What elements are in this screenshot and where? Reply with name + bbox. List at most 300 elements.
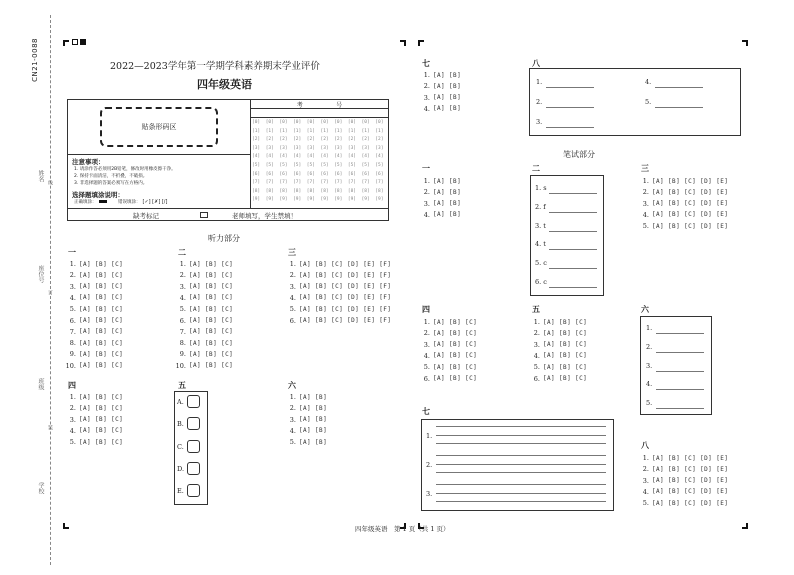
written-s4-row xyxy=(418,318,477,326)
listening-s2-row xyxy=(174,260,233,268)
listening-s4-row xyxy=(64,404,123,412)
option-bubbles[interactable]: [A] [B] [C] xyxy=(79,317,124,324)
exam-no-bubble[interactable]: [6] xyxy=(320,171,329,177)
option-bubbles[interactable]: [A] [B] [C] xyxy=(189,317,234,324)
answer-line[interactable] xyxy=(436,472,606,473)
exam-no-bubble[interactable]: [1] xyxy=(361,128,370,134)
exam-no-bubble[interactable]: [4] xyxy=(320,154,329,160)
listening-s1-row xyxy=(64,362,123,370)
exam-no-bubble[interactable]: [4] xyxy=(375,154,384,160)
question-number: 5. xyxy=(642,222,649,231)
question-number: 3. xyxy=(642,476,649,485)
answer-blank[interactable] xyxy=(546,87,594,88)
exam-no-bubble[interactable]: [1] xyxy=(293,128,302,134)
answer-blank[interactable] xyxy=(546,127,594,128)
exam-no-bubble[interactable]: [9] xyxy=(347,197,357,203)
answer-blank[interactable] xyxy=(549,249,597,250)
exam-no-bubble[interactable]: [0] xyxy=(293,120,302,125)
listening-s4-row xyxy=(64,416,123,424)
exam-no-bubble[interactable]: [6] xyxy=(265,171,274,177)
question-number: 1. xyxy=(533,318,540,326)
fill-title: 选择题填涂说明： xyxy=(72,191,124,199)
option-bubbles[interactable]: [A] [B] [C] xyxy=(543,352,588,360)
exam-no-bubble[interactable]: [8] xyxy=(375,188,384,194)
option-bubbles[interactable]: [A] [B] [C] xyxy=(189,362,234,370)
question-number: 4. xyxy=(533,351,540,360)
exam-no-bubble[interactable]: [3] xyxy=(334,145,343,151)
written-s5-label: 五 xyxy=(532,305,540,314)
answer-blank[interactable] xyxy=(549,193,597,194)
option-bubbles[interactable]: [A] [B] [C] xyxy=(79,271,124,279)
exam-no-bubble[interactable]: [6] xyxy=(252,171,261,177)
question-number: 2. xyxy=(69,404,76,413)
written-s1-row xyxy=(418,188,461,196)
exam-no-bubble[interactable]: [9] xyxy=(265,197,274,203)
listening-title: 听力部分 xyxy=(208,234,240,243)
option-bubbles[interactable]: [A] [B] [C] [D] [E] xyxy=(652,200,729,208)
exam-no-bubble[interactable]: [1] xyxy=(265,128,274,134)
exam-no-bubble[interactable]: [9] xyxy=(306,197,315,203)
exam-no-bubble[interactable]: [3] xyxy=(320,145,329,151)
written-s7-label: 七 xyxy=(422,407,430,416)
answer-blank[interactable] xyxy=(549,287,597,288)
exam-no-bubble[interactable]: [7] xyxy=(279,180,288,186)
question-number: 3. xyxy=(423,199,430,208)
exam-no-bubble[interactable]: [7] xyxy=(320,180,329,186)
answer-box[interactable] xyxy=(187,462,200,475)
option-bubbles[interactable]: [A] [B] [C] xyxy=(79,393,124,401)
exam-no-bubble[interactable]: [2] xyxy=(320,137,329,143)
question-number: 3. xyxy=(423,93,430,102)
answer-line[interactable] xyxy=(436,484,606,485)
exam-no-bubble[interactable]: [1] xyxy=(347,128,357,134)
exam-no-bubble[interactable]: [0] xyxy=(375,120,384,125)
answer-blank[interactable] xyxy=(655,107,703,108)
written-s1-label: 一 xyxy=(422,164,430,173)
listening-s1-row xyxy=(64,283,123,291)
answer-box[interactable] xyxy=(187,440,200,453)
option-bubbles[interactable]: [A] [B] [C] xyxy=(433,341,478,349)
exam-no-bubble[interactable]: [5] xyxy=(320,163,329,168)
exam-no-bubble[interactable]: [7] xyxy=(293,180,302,186)
option-bubbles[interactable]: [A] [B] [C] xyxy=(543,318,588,326)
exam-no-bubble[interactable]: [5] xyxy=(265,163,274,168)
blank-label: 2. xyxy=(646,342,653,351)
question-number: 1. xyxy=(69,393,76,401)
exam-no-write-row xyxy=(250,109,389,118)
question-number: 4. xyxy=(642,210,649,219)
exam-no-bubble[interactable]: [7] xyxy=(347,180,357,186)
exam-no-bubble[interactable]: [2] xyxy=(265,137,274,143)
option-bubbles[interactable]: [A] [B] [C] xyxy=(543,329,588,337)
written-s5-row xyxy=(528,375,587,383)
question-number: 10. xyxy=(65,361,76,370)
listening-s7-row xyxy=(418,94,461,102)
exam-no-bubble[interactable]: [1] xyxy=(252,128,261,134)
question-number: 2. xyxy=(289,404,296,413)
option-bubbles[interactable]: [A] [B] xyxy=(299,416,328,424)
option-bubbles[interactable]: [A] [B] [C] [D] [E] [F] xyxy=(299,317,392,324)
written-s5-row xyxy=(528,363,587,371)
question-number: 4. xyxy=(423,104,430,113)
option-bubbles[interactable]: [A] [B] [C] xyxy=(79,350,124,358)
cut-mark-line: 线 xyxy=(47,180,53,185)
option-bubbles[interactable]: [A] [B] xyxy=(299,393,328,401)
orientation-marks xyxy=(72,39,86,47)
exam-no-bubble[interactable]: [4] xyxy=(279,154,288,160)
listening-s4-row xyxy=(64,393,123,401)
exam-no-bubble[interactable]: [5] xyxy=(361,163,370,168)
exam-no-bubble[interactable]: [8] xyxy=(252,188,261,194)
option-bubbles[interactable]: [A] [B] [C] [D] [E] xyxy=(652,454,729,462)
exam-no-bubble[interactable]: [0] xyxy=(279,120,288,125)
exam-no-bubble[interactable]: [9] xyxy=(320,197,329,203)
answer-box[interactable] xyxy=(187,417,200,430)
exam-no-bubble[interactable]: [7] xyxy=(265,180,274,186)
option-bubbles[interactable]: [A] [B] xyxy=(433,71,462,79)
corner-mark xyxy=(742,40,748,46)
question-number: 1. xyxy=(642,177,649,185)
listening-s6-row xyxy=(284,427,327,435)
option-bubbles[interactable]: [A] [B] [C] [D] [E] xyxy=(652,465,729,473)
listening-s3-row xyxy=(284,283,391,291)
exam-no-bubble[interactable]: [6] xyxy=(306,171,315,177)
listening-s1-label: 一 xyxy=(68,248,76,257)
question-number: 3. xyxy=(642,199,649,208)
exam-no-bubble[interactable]: [2] xyxy=(334,137,343,143)
question-number: 2. xyxy=(179,271,186,280)
listening-s2-row xyxy=(174,350,233,358)
question-number: 2. xyxy=(642,188,649,197)
written-s3-row xyxy=(637,177,728,185)
option-bubbles[interactable]: [A] [B] xyxy=(433,188,462,196)
blank-label: 5. xyxy=(645,98,652,106)
exam-no-bubble[interactable]: [7] xyxy=(375,180,384,186)
listening-s2-row xyxy=(174,305,233,313)
exam-no-bubble[interactable]: [9] xyxy=(361,197,370,203)
answer-blank[interactable] xyxy=(656,389,704,390)
exam-no-bubble[interactable]: [4] xyxy=(293,154,302,160)
exam-no-bubble[interactable]: [8] xyxy=(293,188,302,194)
answer-blank[interactable] xyxy=(655,87,703,88)
option-bubbles[interactable]: [A] [B] xyxy=(299,427,328,435)
sidebar-label-school: 学校 xyxy=(37,482,44,494)
exam-no-bubble[interactable]: [4] xyxy=(252,154,261,160)
exam-no-bubble[interactable]: [2] xyxy=(252,137,261,143)
exam-no-bubble[interactable]: [0] xyxy=(252,120,261,125)
exam-no-bubble[interactable]: [5] xyxy=(279,163,288,168)
exam-no-bubble[interactable]: [8] xyxy=(279,188,288,194)
question-number: 4. xyxy=(423,210,430,219)
option-bubbles[interactable]: [A] [B] [C] xyxy=(79,260,124,268)
exam-no-bubble[interactable]: [1] xyxy=(279,128,288,134)
listening-s4-row xyxy=(64,427,123,435)
answer-blank[interactable] xyxy=(549,212,597,213)
sentence-label: 3. xyxy=(426,490,433,498)
exam-no-bubble[interactable]: [6] xyxy=(293,171,302,177)
question-number: 7. xyxy=(69,327,76,336)
option-bubbles[interactable]: [A] [B] [C] [D] [E] xyxy=(652,499,729,507)
option-bubbles[interactable]: [A] [B] [C] xyxy=(433,318,478,326)
exam-no-bubble[interactable]: [4] xyxy=(306,154,315,160)
exam-no-bubble[interactable]: [5] xyxy=(334,163,343,168)
option-bubbles[interactable]: [A] [B] xyxy=(299,404,328,412)
exam-no-bubble[interactable]: [7] xyxy=(306,180,315,186)
option-bubbles[interactable]: [A] [B] [C] [D] [E] xyxy=(652,488,729,496)
option-bubbles[interactable]: [A] [B] xyxy=(433,105,462,113)
option-bubbles[interactable]: [A] [B] [C] xyxy=(79,362,124,370)
exam-no-bubble[interactable]: [4] xyxy=(361,154,370,160)
answer-box[interactable] xyxy=(187,395,200,408)
option-bubbles[interactable]: [A] [B] [C] xyxy=(543,363,588,371)
question-number: 5. xyxy=(533,363,540,372)
letter-blank-label: 2. f xyxy=(535,202,546,211)
exam-no-bubble[interactable]: [5] xyxy=(375,163,384,168)
option-bubbles[interactable]: [A] [B] [C] xyxy=(79,438,124,446)
listening-s5-label: 五 xyxy=(178,381,186,390)
question-number: 5. xyxy=(289,305,296,314)
answer-line[interactable] xyxy=(436,426,606,427)
page-subtitle: 四年级英语 xyxy=(197,78,252,91)
exam-no-bubble[interactable]: [2] xyxy=(347,137,357,143)
answer-line[interactable] xyxy=(436,493,606,494)
option-bubbles[interactable]: [A] [B] [C] xyxy=(543,341,588,349)
option-bubbles[interactable]: [A] [B] [C] [D] [E] xyxy=(652,211,729,219)
option-bubbles[interactable]: [A] [B] [C] xyxy=(189,350,234,358)
option-bubbles[interactable]: [A] [B] [C] [D] [E] [F] xyxy=(299,260,392,268)
option-bubbles[interactable]: [A] [B] [C] [D] [E] [F] xyxy=(299,271,392,279)
exam-no-bubble[interactable]: [2] xyxy=(306,137,315,143)
written-s4-row xyxy=(418,341,477,349)
option-bubbles[interactable]: [A] [B] [C] xyxy=(433,375,478,382)
written-s3-label: 三 xyxy=(641,164,649,173)
exam-no-bubble[interactable]: [6] xyxy=(347,171,357,177)
exam-no-bubble[interactable]: [3] xyxy=(347,145,357,151)
option-bubbles[interactable]: [A] [B] [C] [D] [E] [F] xyxy=(299,294,392,302)
barcode-area: 贴条形码区 xyxy=(100,107,218,147)
blank-label: 2. xyxy=(536,98,543,106)
question-number: 1. xyxy=(69,260,76,268)
question-number: 6. xyxy=(69,316,76,325)
written-s5-row xyxy=(528,318,587,326)
option-bubbles[interactable]: [A] [B] xyxy=(433,94,462,102)
cut-mark-ding: 订 xyxy=(47,290,53,295)
answer-line[interactable] xyxy=(436,464,606,465)
written-s5-row xyxy=(528,329,587,337)
option-bubbles[interactable]: [A] [B] [C] [D] [E] [F] xyxy=(299,283,392,291)
option-bubbles[interactable]: [A] [B] [C] xyxy=(189,328,234,336)
exam-no-bubble[interactable]: [3] xyxy=(293,145,302,151)
exam-no-bubble[interactable]: [5] xyxy=(306,163,315,168)
exam-no-header: 考 号 xyxy=(250,99,389,109)
question-number: 5. xyxy=(289,438,296,447)
exam-no-bubble[interactable]: [9] xyxy=(252,197,261,203)
answer-line[interactable] xyxy=(436,455,606,456)
answer-line[interactable] xyxy=(436,443,606,444)
exam-no-bubble[interactable]: [2] xyxy=(293,137,302,143)
option-bubbles[interactable]: [A] [B] [C] xyxy=(79,283,124,291)
corner-mark xyxy=(400,40,406,46)
card-divider-h xyxy=(67,208,389,209)
exam-no-bubble[interactable]: [7] xyxy=(361,180,370,186)
exam-no-bubble[interactable]: [1] xyxy=(334,128,343,134)
exam-no-bubble[interactable]: [4] xyxy=(347,154,357,160)
exam-no-bubble[interactable]: [6] xyxy=(375,171,384,177)
written-s4-row xyxy=(418,329,477,337)
option-bubbles[interactable]: [A] [B] [C] [D] [E] xyxy=(652,222,729,230)
exam-no-bubble[interactable]: [4] xyxy=(334,154,343,160)
option-bubbles[interactable]: [A] [B] [C] xyxy=(79,328,124,336)
option-bubbles[interactable]: [A] [B] [C] xyxy=(79,339,124,347)
option-bubbles[interactable]: [A] [B] [C] xyxy=(189,339,234,347)
page-footer: 四年级英语 第 1 页（共 1 页） xyxy=(355,525,450,533)
exam-no-bubble[interactable]: [3] xyxy=(375,145,384,151)
exam-no-bubble[interactable]: [0] xyxy=(306,120,315,125)
exam-no-bubble[interactable]: [8] xyxy=(265,188,274,194)
written-s7-box xyxy=(421,419,614,511)
listening-s2-row xyxy=(174,339,233,347)
option-bubbles[interactable]: [A] [B] [C] xyxy=(189,305,234,313)
answer-blank[interactable] xyxy=(656,371,704,372)
option-bubbles[interactable]: [A] [B] [C] xyxy=(189,294,234,302)
exam-no-bubble[interactable]: [3] xyxy=(252,145,261,151)
question-number: 10. xyxy=(175,361,186,370)
exam-no-bubble[interactable]: [6] xyxy=(361,171,370,177)
written-s3-row xyxy=(637,200,728,208)
note-item: 1. 请涂作答必须用2B铅笔，修改时用橡皮擦干净。 xyxy=(74,167,176,172)
exam-no-bubble[interactable]: [9] xyxy=(293,197,302,203)
answer-blank[interactable] xyxy=(656,352,704,353)
answer-blank[interactable] xyxy=(546,107,594,108)
answer-blank[interactable] xyxy=(549,231,597,232)
blank-label: 3. xyxy=(536,118,543,126)
blank-label: 1. xyxy=(536,78,543,86)
option-bubbles[interactable]: [A] [B] [C] xyxy=(543,375,588,382)
exam-no-bubble[interactable]: [8] xyxy=(347,188,357,194)
exam-no-bubble[interactable]: [8] xyxy=(334,188,343,194)
exam-no-bubble[interactable]: [8] xyxy=(361,188,370,194)
exam-no-bubble[interactable]: [6] xyxy=(279,171,288,177)
option-bubbles[interactable]: [A] [B] [C] [D] [E] xyxy=(652,477,729,485)
listening-s7-row xyxy=(418,105,461,113)
question-number: 1. xyxy=(423,71,430,79)
listening-s1-row xyxy=(64,294,123,302)
exam-no-bubble[interactable]: [4] xyxy=(265,154,274,160)
listening-s2-row xyxy=(174,317,233,325)
question-number: 2. xyxy=(423,82,430,91)
exam-no-bubble[interactable]: [1] xyxy=(306,128,315,134)
exam-no-bubble[interactable]: [7] xyxy=(334,180,343,186)
exam-no-bubble[interactable]: [3] xyxy=(361,145,370,151)
answer-box[interactable] xyxy=(187,484,200,497)
exam-no-bubble[interactable]: [1] xyxy=(375,128,384,134)
option-bubbles[interactable]: [A] [B] [C] xyxy=(79,404,124,412)
option-bubbles[interactable]: [A] [B] [C] xyxy=(433,352,478,360)
written-title: 笔试部分 xyxy=(563,150,595,159)
question-number: 1. xyxy=(179,260,186,268)
exam-no-bubble[interactable]: [3] xyxy=(279,145,288,151)
option-bubbles[interactable]: [A] [B] [C] xyxy=(433,329,478,337)
option-bubbles[interactable]: [A] [B] [C] xyxy=(79,294,124,302)
option-bubbles[interactable]: [A] [B] [C] [D] [E] xyxy=(652,188,729,196)
exam-no-bubble[interactable]: [2] xyxy=(361,137,370,143)
fill-wrong: 错误填涂： [✓] [✗] [/] xyxy=(118,199,168,205)
question-number: 1. xyxy=(423,318,430,326)
card-divider-h2 xyxy=(67,154,250,155)
listening-s7-label: 七 xyxy=(422,59,430,68)
exam-no-bubble[interactable]: [3] xyxy=(265,145,274,151)
option-bubbles[interactable]: [A] [B] [C] [D] [E] xyxy=(652,177,729,185)
written-s8-row xyxy=(637,488,728,496)
question-number: 8. xyxy=(69,339,76,348)
listening-s1-row xyxy=(64,260,123,268)
exam-no-bubble[interactable]: [9] xyxy=(375,197,384,203)
exam-no-bubble[interactable]: [6] xyxy=(334,171,343,177)
exam-no-bubble[interactable]: [0] xyxy=(320,120,329,125)
exam-no-bubble[interactable]: [8] xyxy=(306,188,315,194)
exam-no-bubble[interactable]: [3] xyxy=(306,145,315,151)
option-bubbles[interactable]: [A] [B] [C] [D] [E] [F] xyxy=(299,305,392,313)
option-bubbles[interactable]: [A] [B] xyxy=(433,177,462,185)
exam-no-bubble[interactable]: [8] xyxy=(320,188,329,194)
exam-no-bubble[interactable]: [0] xyxy=(265,120,274,125)
answer-line[interactable] xyxy=(436,501,606,502)
exam-no-bubble[interactable]: [7] xyxy=(252,180,261,186)
option-bubbles[interactable]: [A] [B] [C] xyxy=(79,416,124,424)
question-number: 5. xyxy=(642,499,649,508)
answer-blank[interactable] xyxy=(549,268,597,269)
option-bubbles[interactable]: [A] [B] xyxy=(433,200,462,208)
option-bubbles[interactable]: [A] [B] [C] xyxy=(189,271,234,279)
option-bubbles[interactable]: [A] [B] [C] xyxy=(433,363,478,371)
listening-s6-row xyxy=(284,438,327,446)
answer-blank[interactable] xyxy=(656,408,704,409)
blank-label: 3. xyxy=(646,361,653,370)
question-number: 9. xyxy=(69,350,76,359)
option-bubbles[interactable]: [A] [B] xyxy=(433,82,462,90)
question-number: 2. xyxy=(642,465,649,474)
blank-label: 5. xyxy=(646,399,653,408)
option-bubbles[interactable]: [A] [B] [C] xyxy=(189,283,234,291)
exam-no-bubble[interactable]: [2] xyxy=(375,137,384,143)
answer-blank[interactable] xyxy=(656,333,704,334)
letter-label: C. xyxy=(177,442,184,451)
absent-box[interactable] xyxy=(200,212,208,218)
exam-no-bubble[interactable]: [0] xyxy=(361,120,370,125)
question-number: 1. xyxy=(289,393,296,401)
fill-correct: 正确填涂： xyxy=(74,199,107,205)
question-number: 1. xyxy=(289,260,296,268)
exam-no-bubble[interactable]: [1] xyxy=(320,128,329,134)
exam-no-bubble[interactable]: [5] xyxy=(252,163,261,168)
option-bubbles[interactable]: [A] [B] xyxy=(299,438,328,446)
exam-no-bubble[interactable]: [0] xyxy=(334,120,343,125)
option-bubbles[interactable]: [A] [B] [C] xyxy=(79,305,124,313)
listening-s8-box xyxy=(529,68,741,136)
exam-no-bubble[interactable]: [9] xyxy=(334,197,343,203)
question-number: 6. xyxy=(179,316,186,325)
option-bubbles[interactable]: [A] [B] xyxy=(433,211,462,219)
exam-no-bubble[interactable]: [5] xyxy=(347,163,357,168)
answer-line[interactable] xyxy=(436,435,606,436)
exam-no-bubble[interactable]: [2] xyxy=(279,137,288,143)
exam-no-bubble[interactable]: [5] xyxy=(293,163,302,168)
option-bubbles[interactable]: [A] [B] [C] xyxy=(189,260,234,268)
exam-no-bubble[interactable]: [9] xyxy=(279,197,288,203)
option-bubbles[interactable]: [A] [B] [C] xyxy=(79,427,124,435)
exam-no-bubble[interactable]: [0] xyxy=(347,120,357,125)
listening-s1-row xyxy=(64,350,123,358)
